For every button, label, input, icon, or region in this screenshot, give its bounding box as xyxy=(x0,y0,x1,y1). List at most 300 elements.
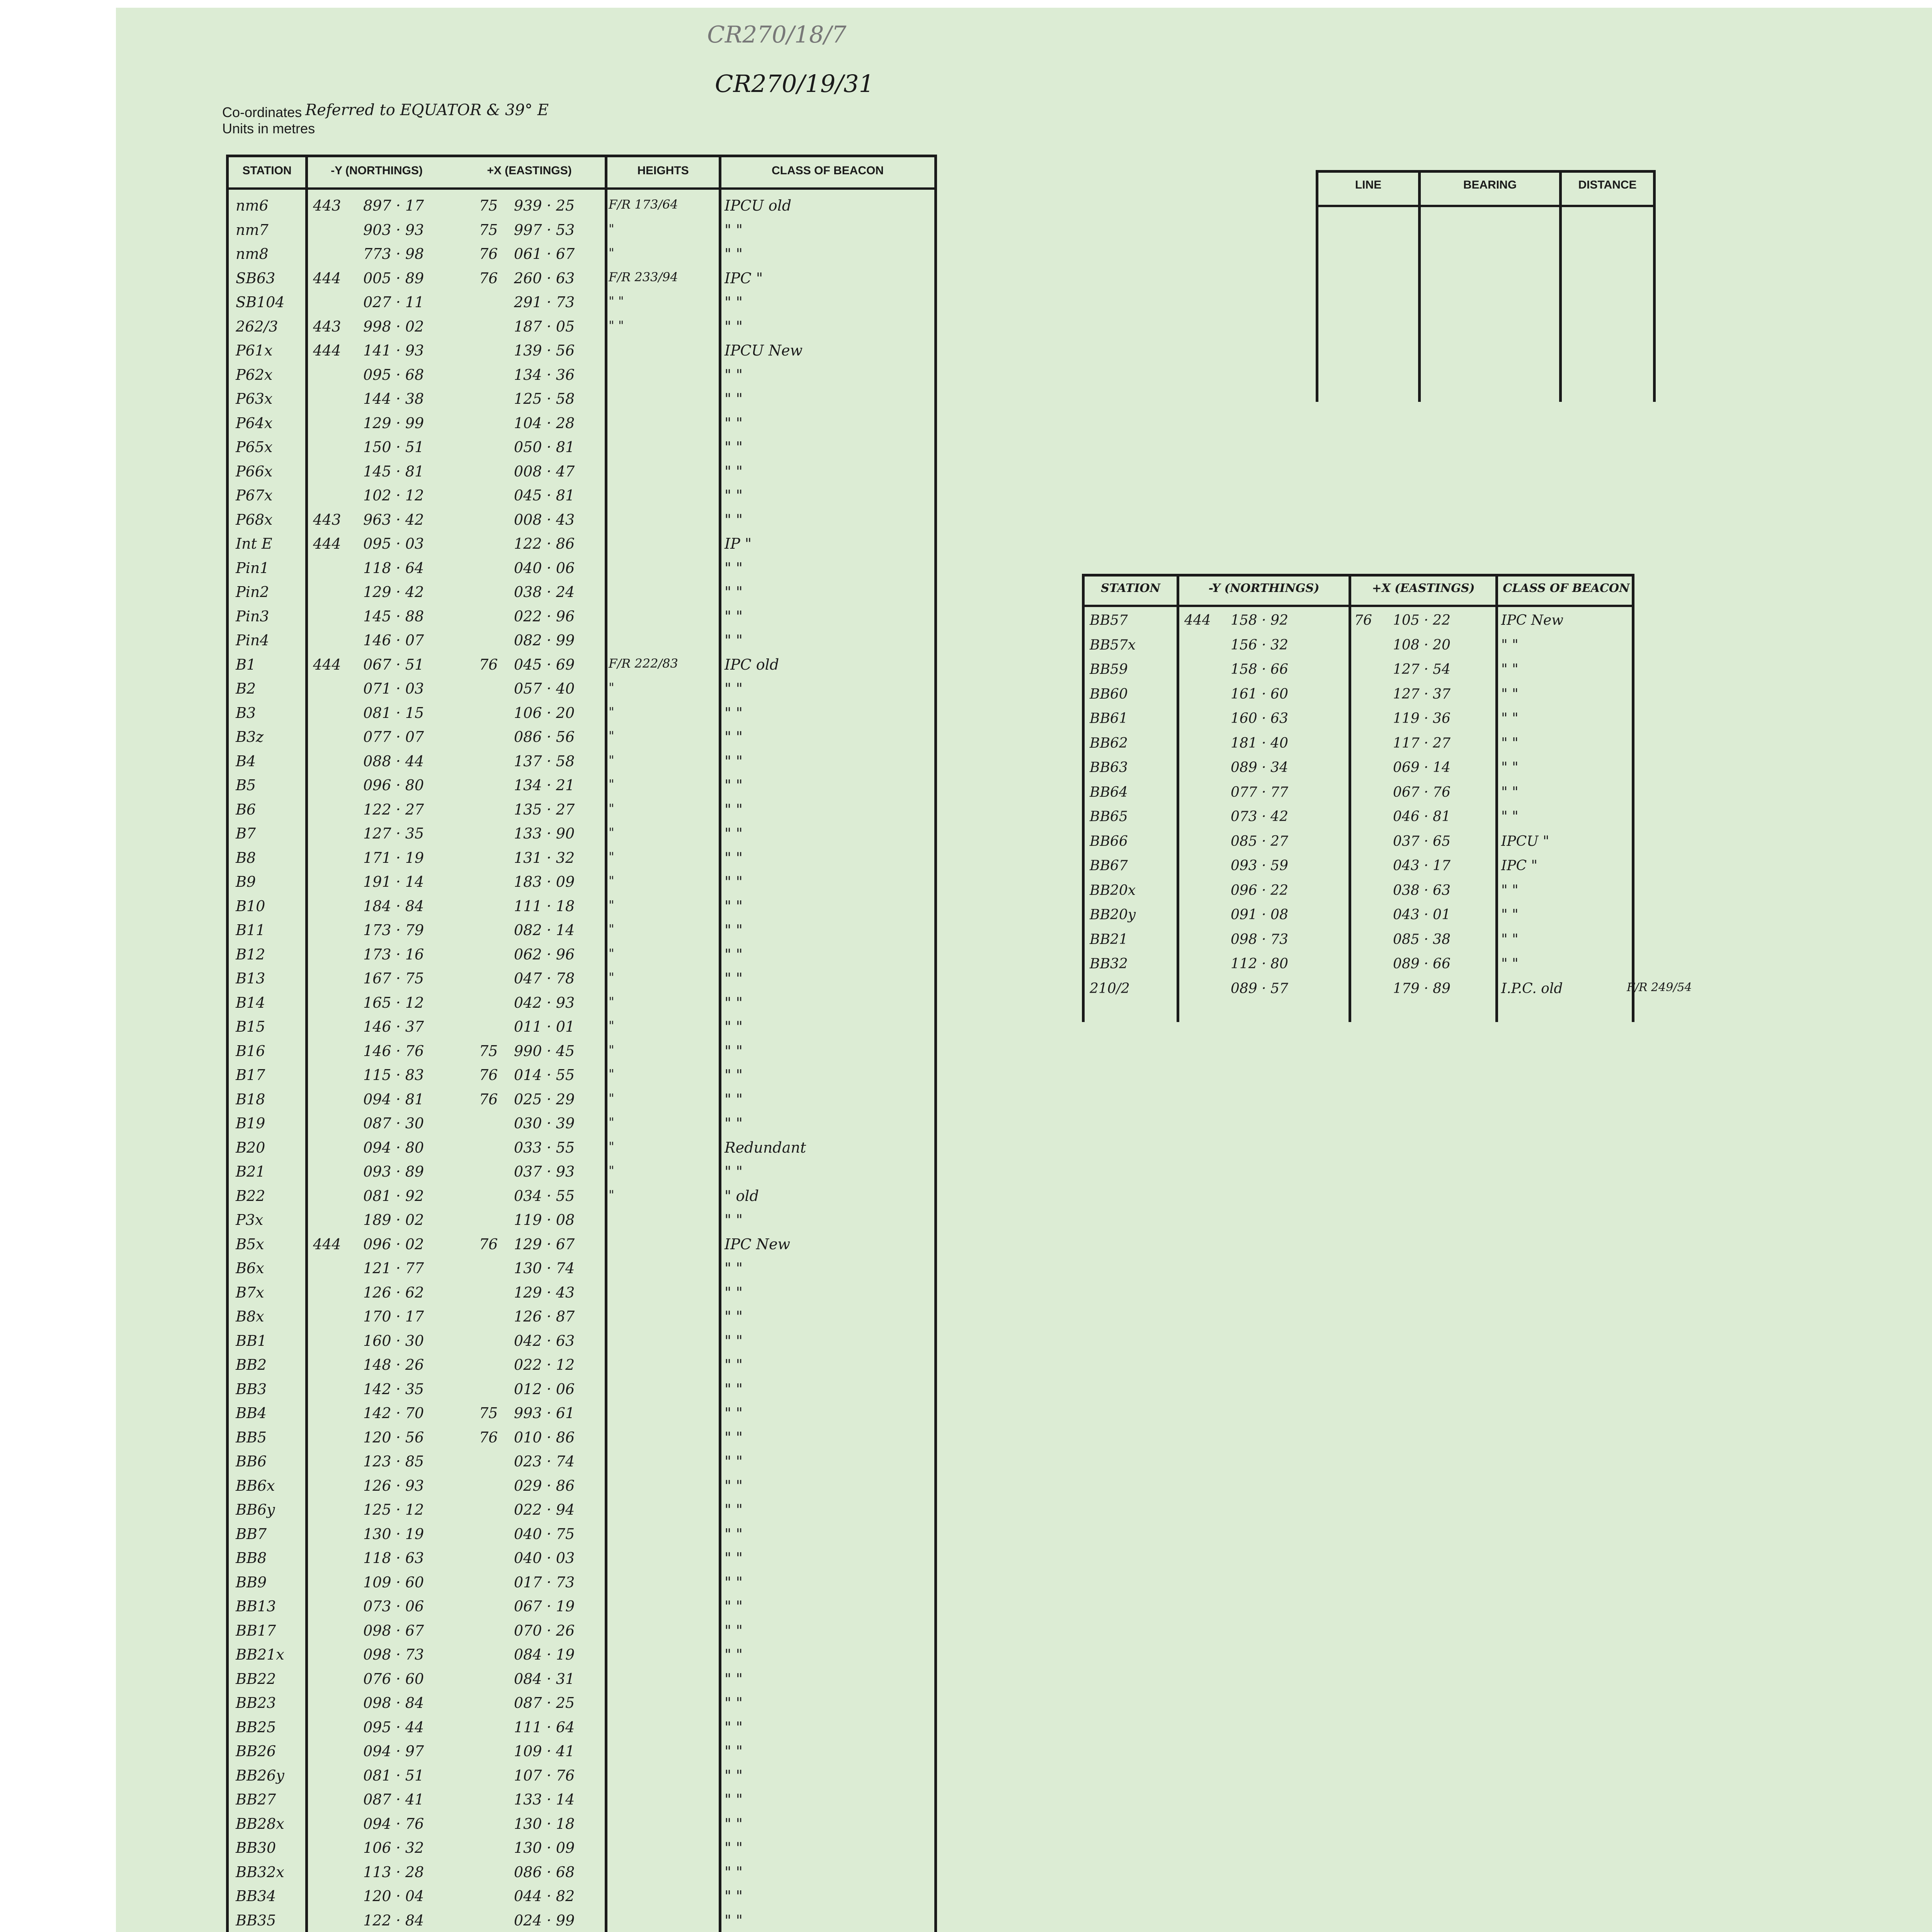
table-row xyxy=(232,922,931,946)
northing-cell: 184 · 84 xyxy=(363,897,424,915)
station-cell: P65x xyxy=(236,439,273,456)
table-row xyxy=(232,825,931,849)
station-cell: SB104 xyxy=(236,294,285,311)
beacon-class-cell: " " xyxy=(724,1888,743,1905)
table-row xyxy=(232,487,931,511)
table-row xyxy=(232,704,931,728)
beacon-class-cell: " " xyxy=(724,873,743,890)
easting-cell: 034 · 55 xyxy=(514,1187,575,1204)
table-row xyxy=(1088,809,1745,834)
table-row xyxy=(232,535,931,559)
easting-cell: 187 · 05 xyxy=(514,318,575,335)
northing-cell: 094 · 76 xyxy=(363,1815,424,1832)
table-row xyxy=(232,1356,931,1380)
easting-cell: 108 · 20 xyxy=(1393,637,1451,653)
station-cell: BB59 xyxy=(1090,662,1128,677)
easting-cell: 122 · 86 xyxy=(514,535,575,552)
beacon-class-cell: " " xyxy=(1501,931,1519,947)
table-row xyxy=(232,439,931,463)
table-row xyxy=(1088,833,1745,859)
beacon-class-cell: " " xyxy=(724,1743,743,1760)
station-cell: B11 xyxy=(236,922,265,939)
beacon-class-cell: IPC " xyxy=(724,269,763,287)
main-header-station: STATION xyxy=(242,164,292,177)
station-cell: BB13 xyxy=(236,1598,276,1615)
northing-cell: 095 · 44 xyxy=(363,1718,424,1736)
beacon-class-cell: " " xyxy=(724,1163,743,1180)
northing-cell: 167 · 75 xyxy=(363,970,424,987)
northing-cell: 081 · 51 xyxy=(363,1767,424,1784)
easting-prefix-cell: 76 xyxy=(479,1066,498,1083)
beacon-class-cell: " " xyxy=(724,825,743,842)
easting-cell: 119 · 36 xyxy=(1393,711,1451,726)
coord-label: Co-ordinates xyxy=(222,104,302,120)
station-cell: BB6x xyxy=(236,1477,275,1494)
table-row xyxy=(1088,612,1745,638)
northing-cell: 120 · 56 xyxy=(363,1429,424,1446)
easting-cell: 037 · 65 xyxy=(1393,833,1451,849)
table-row xyxy=(232,1719,931,1743)
easting-prefix-cell: 75 xyxy=(479,197,498,214)
easting-cell: 133 · 14 xyxy=(514,1791,575,1808)
station-cell: BB9 xyxy=(236,1573,267,1591)
easting-prefix-cell: 75 xyxy=(479,1405,498,1422)
easting-cell: 043 · 17 xyxy=(1393,858,1451,874)
table-row xyxy=(232,1381,931,1405)
northing-cell: 998 · 02 xyxy=(363,318,424,335)
station-cell: BB21x xyxy=(236,1646,284,1663)
station-cell: B6x xyxy=(236,1260,264,1277)
northing-cell: 098 · 67 xyxy=(363,1622,424,1639)
easting-cell: 990 · 45 xyxy=(514,1042,575,1060)
second-header-eastings: +X (EASTINGS) xyxy=(1372,582,1475,595)
easting-cell: 038 · 24 xyxy=(514,583,575,600)
beacon-class-cell: " " xyxy=(724,511,743,528)
northing-prefix-cell: 443 xyxy=(313,197,341,214)
table-row xyxy=(1088,981,1745,1006)
beacon-class-cell: " " xyxy=(1501,956,1519,972)
northing-cell: 963 · 42 xyxy=(363,511,424,528)
easting-cell: 179 · 89 xyxy=(1393,980,1451,997)
height-cell: " xyxy=(609,728,614,743)
table-row xyxy=(232,1091,931,1115)
easting-cell: 025 · 29 xyxy=(514,1090,575,1108)
height-cell: " xyxy=(609,680,614,695)
easting-prefix-cell: 76 xyxy=(479,269,498,287)
northing-prefix-cell: 444 xyxy=(313,535,341,552)
main-header-eastings: +X (EASTINGS) xyxy=(487,164,572,177)
table-row xyxy=(232,1018,931,1042)
table-row xyxy=(1088,907,1745,932)
northing-cell: 095 · 03 xyxy=(363,535,424,552)
table-row xyxy=(1088,956,1745,981)
beacon-class-cell: " " xyxy=(724,390,743,407)
station-cell: B8x xyxy=(236,1308,264,1325)
northing-cell: 123 · 85 xyxy=(363,1453,424,1470)
station-cell: B9 xyxy=(236,873,256,890)
height-cell: F/R 173/64 xyxy=(609,197,678,212)
beacon-class-cell: " " xyxy=(724,221,743,238)
table-row xyxy=(232,1622,931,1646)
station-cell: BB4 xyxy=(236,1405,267,1422)
beacon-class-cell: " " xyxy=(1501,907,1519,923)
easting-cell: 062 · 96 xyxy=(514,946,575,963)
beacon-class-cell: " " xyxy=(724,1598,743,1615)
northing-cell: 094 · 81 xyxy=(363,1090,424,1108)
station-cell: P62x xyxy=(236,366,273,383)
station-cell: BB64 xyxy=(1090,784,1128,800)
units-label: Units in metres xyxy=(222,121,315,136)
beacon-class-cell: " " xyxy=(1501,735,1519,751)
height-cell: " xyxy=(609,1090,614,1105)
northing-cell: 146 · 37 xyxy=(363,1018,424,1035)
table-row xyxy=(232,1767,931,1791)
northing-cell: 118 · 63 xyxy=(363,1549,424,1566)
station-cell: BB3 xyxy=(236,1380,267,1398)
table-row xyxy=(232,849,931,873)
table-row xyxy=(232,511,931,535)
beacon-class-cell: " " xyxy=(724,1453,743,1470)
easting-cell: 082 · 14 xyxy=(514,922,575,939)
table-row xyxy=(232,1912,931,1932)
station-cell: BB26y xyxy=(236,1767,284,1784)
northing-cell: 077 · 07 xyxy=(363,728,424,745)
beacon-class-cell: " " xyxy=(724,1380,743,1398)
table-row xyxy=(232,1549,931,1573)
table-row xyxy=(232,1163,931,1187)
table-row xyxy=(232,970,931,994)
station-cell: B20 xyxy=(236,1139,265,1156)
table-row xyxy=(232,221,931,245)
station-cell: BB1 xyxy=(236,1332,267,1349)
table-row xyxy=(1088,760,1745,785)
northing-cell: 115 · 83 xyxy=(363,1066,424,1083)
northing-cell: 156 · 32 xyxy=(1231,637,1288,653)
table-row xyxy=(232,583,931,607)
station-cell: BB35 xyxy=(236,1912,276,1929)
easting-cell: 125 · 58 xyxy=(514,390,575,407)
beacon-class-cell: IPC New xyxy=(724,1235,790,1253)
easting-cell: 109 · 41 xyxy=(514,1743,575,1760)
station-cell: B12 xyxy=(236,946,265,963)
lbd-header-distance: DISTANCE xyxy=(1578,179,1637,191)
main-header-class: CLASS OF BEACON xyxy=(771,164,884,177)
height-cell: " xyxy=(609,704,614,719)
beacon-class-cell: " " xyxy=(1501,637,1519,653)
station-cell: B4 xyxy=(236,752,256,770)
station-cell: BB61 xyxy=(1090,711,1128,726)
northing-prefix-cell: 444 xyxy=(313,269,341,287)
northing-cell: 081 · 15 xyxy=(363,704,424,721)
station-cell: B10 xyxy=(236,897,265,915)
easting-cell: 082 · 99 xyxy=(514,632,575,649)
station-cell: BB27 xyxy=(236,1791,276,1808)
table-row xyxy=(232,1574,931,1598)
beacon-class-cell: " " xyxy=(1501,711,1519,726)
easting-cell: 129 · 43 xyxy=(514,1284,575,1301)
northing-cell: 165 · 12 xyxy=(363,994,424,1011)
table-row xyxy=(232,342,931,366)
table-row xyxy=(1088,932,1745,957)
easting-prefix-cell: 75 xyxy=(479,221,498,238)
easting-cell: 139 · 56 xyxy=(514,342,575,359)
easting-cell: 010 · 86 xyxy=(514,1429,575,1446)
easting-cell: 040 · 06 xyxy=(514,559,575,577)
northing-cell: 173 · 79 xyxy=(363,922,424,939)
northing-cell: 096 · 22 xyxy=(1231,882,1288,898)
northing-cell: 158 · 92 xyxy=(1231,612,1288,628)
table-row xyxy=(232,946,931,970)
beacon-class-cell: " " xyxy=(724,1622,743,1639)
beacon-class-cell: " " xyxy=(1501,784,1519,800)
beacon-class-cell: " " xyxy=(724,1525,743,1543)
table-row xyxy=(232,1187,931,1211)
height-cell: F/R 233/94 xyxy=(609,269,678,284)
beacon-class-cell: IPCU old xyxy=(724,197,792,214)
northing-cell: 122 · 27 xyxy=(363,801,424,818)
station-cell: Pin3 xyxy=(236,607,269,625)
height-cell: " xyxy=(609,245,614,260)
table-row xyxy=(1088,858,1745,883)
beacon-class-cell: " " xyxy=(724,1429,743,1446)
station-cell: B1 xyxy=(236,656,256,673)
height-cell: " xyxy=(609,849,614,864)
table-row xyxy=(232,873,931,897)
easting-cell: 119 · 08 xyxy=(514,1211,575,1228)
northing-cell: 146 · 07 xyxy=(363,632,424,649)
easting-cell: 008 · 43 xyxy=(514,511,575,528)
station-cell: B22 xyxy=(236,1187,265,1204)
height-cell: " xyxy=(609,1018,614,1033)
station-cell: Pin4 xyxy=(236,632,269,649)
northing-cell: 091 · 08 xyxy=(1231,907,1288,923)
beacon-class-cell: " " xyxy=(724,1332,743,1349)
easting-cell: 939 · 25 xyxy=(514,197,575,214)
easting-cell: 106 · 20 xyxy=(514,704,575,721)
second-header-northings: -Y (NORTHINGS) xyxy=(1208,582,1320,595)
beacon-class-cell: " " xyxy=(724,1767,743,1784)
beacon-class-cell: " " xyxy=(724,752,743,770)
easting-cell: 067 · 76 xyxy=(1393,784,1451,800)
easting-cell: 024 · 99 xyxy=(514,1912,575,1929)
beacon-class-cell: " " xyxy=(724,1090,743,1108)
height-cell: " xyxy=(609,1139,614,1154)
beacon-class-cell: " " xyxy=(724,607,743,625)
station-cell: BB20x xyxy=(1090,882,1136,898)
easting-cell: 037 · 93 xyxy=(514,1163,575,1180)
main-header-heights: HEIGHTS xyxy=(637,164,689,177)
table-row xyxy=(232,753,931,777)
easting-cell: 042 · 63 xyxy=(514,1332,575,1349)
northing-cell: 096 · 80 xyxy=(363,777,424,794)
northing-prefix-cell: 443 xyxy=(313,318,341,335)
northing-cell: 161 · 60 xyxy=(1231,686,1288,702)
easting-cell: 129 · 67 xyxy=(514,1235,575,1253)
station-cell: nm6 xyxy=(236,197,269,214)
table-row xyxy=(232,728,931,752)
table-row xyxy=(232,1453,931,1477)
northing-cell: 093 · 59 xyxy=(1231,858,1288,874)
northing-cell: 094 · 80 xyxy=(363,1139,424,1156)
beacon-class-cell: " " xyxy=(724,1646,743,1663)
beacon-class-cell: IP " xyxy=(724,535,752,552)
northing-cell: 145 · 88 xyxy=(363,607,424,625)
height-cell: " xyxy=(609,897,614,912)
easting-cell: 030 · 39 xyxy=(514,1115,575,1132)
beacon-class-cell: " " xyxy=(724,1549,743,1566)
station-cell: BB20y xyxy=(1090,907,1136,923)
table-row xyxy=(232,777,931,801)
station-cell: B2 xyxy=(236,680,256,697)
northing-cell: 126 · 93 xyxy=(363,1477,424,1494)
top-ref-2: CR270/19/31 xyxy=(715,70,874,98)
easting-cell: 105 · 22 xyxy=(1393,612,1451,628)
table-row xyxy=(232,1526,931,1549)
table-row xyxy=(232,1791,931,1815)
station-cell: P67x xyxy=(236,487,273,504)
easting-cell: 040 · 03 xyxy=(514,1549,575,1566)
beacon-class-cell: " " xyxy=(724,245,743,262)
northing-cell: 145 · 81 xyxy=(363,463,424,480)
easting-cell: 047 · 78 xyxy=(514,970,575,987)
beacon-class-cell: IPCU " xyxy=(1501,833,1549,849)
table-row xyxy=(232,1646,931,1670)
northing-prefix-cell: 444 xyxy=(313,656,341,673)
beacon-class-cell: " " xyxy=(724,463,743,480)
station-cell: BB21 xyxy=(1090,931,1128,947)
beacon-class-cell: " " xyxy=(724,1573,743,1591)
station-cell: 210/2 xyxy=(1090,980,1130,997)
station-cell: 262/3 xyxy=(236,318,278,335)
height-cell: " xyxy=(609,752,614,767)
station-cell: BB67 xyxy=(1090,858,1128,874)
table-row xyxy=(232,390,931,414)
easting-cell: 014 · 55 xyxy=(514,1066,575,1083)
table-row xyxy=(232,294,931,318)
easting-cell: 046 · 81 xyxy=(1393,809,1451,825)
height-cell: " xyxy=(609,221,614,236)
northing-cell: 085 · 27 xyxy=(1231,833,1288,849)
station-cell: BB66 xyxy=(1090,833,1128,849)
easting-cell: 086 · 56 xyxy=(514,728,575,745)
easting-cell: 134 · 21 xyxy=(514,777,575,794)
northing-cell: 027 · 11 xyxy=(363,294,424,311)
beacon-class-cell: " " xyxy=(724,1018,743,1035)
reference-cell: F/R 249/54 xyxy=(1627,980,1692,994)
station-cell: P63x xyxy=(236,390,273,407)
beacon-class-cell: " " xyxy=(724,1694,743,1711)
table-row xyxy=(232,270,931,294)
station-cell: BB28x xyxy=(236,1815,284,1832)
table-row xyxy=(232,1066,931,1090)
table-row xyxy=(232,1815,931,1839)
station-cell: BB32x xyxy=(236,1863,284,1881)
northing-cell: 106 · 32 xyxy=(363,1839,424,1856)
station-cell: BB23 xyxy=(236,1694,276,1711)
easting-cell: 131 · 32 xyxy=(514,849,575,866)
easting-cell: 089 · 66 xyxy=(1393,956,1451,972)
northing-cell: 005 · 89 xyxy=(363,269,424,287)
easting-prefix-cell: 76 xyxy=(479,245,498,262)
northing-cell: 125 · 12 xyxy=(363,1501,424,1518)
beacon-class-cell: " " xyxy=(724,1356,743,1373)
northing-cell: 073 · 42 xyxy=(1231,809,1288,825)
station-cell: B6 xyxy=(236,801,256,818)
beacon-class-cell: " " xyxy=(724,1284,743,1301)
table-row xyxy=(232,994,931,1018)
northing-cell: 141 · 93 xyxy=(363,342,424,359)
beacon-class-cell: " " xyxy=(724,970,743,987)
station-cell: B14 xyxy=(236,994,265,1011)
lbd-header-line: LINE xyxy=(1355,179,1382,191)
easting-cell: 130 · 18 xyxy=(514,1815,575,1832)
beacon-class-cell: Redundant xyxy=(724,1139,806,1156)
northing-cell: 071 · 03 xyxy=(363,680,424,697)
northing-cell: 109 · 60 xyxy=(363,1573,424,1591)
northing-cell: 129 · 99 xyxy=(363,414,424,432)
table-row xyxy=(232,1211,931,1235)
easting-cell: 038 · 63 xyxy=(1393,882,1451,898)
beacon-class-cell: " " xyxy=(1501,662,1519,677)
table-row xyxy=(232,898,931,922)
table-row xyxy=(232,1743,931,1767)
beacon-class-cell: " " xyxy=(724,1839,743,1856)
table-row xyxy=(232,318,931,342)
station-cell: BB2 xyxy=(236,1356,267,1373)
station-cell: P66x xyxy=(236,463,273,480)
table-row xyxy=(232,608,931,632)
easting-cell: 011 · 01 xyxy=(514,1018,575,1035)
second-header-station: STATION xyxy=(1101,582,1160,595)
height-cell: " xyxy=(609,1187,614,1202)
station-cell: B17 xyxy=(236,1066,265,1083)
beacon-class-cell: " " xyxy=(724,1501,743,1518)
beacon-class-cell: " " xyxy=(724,801,743,818)
beacon-class-cell: " " xyxy=(724,728,743,745)
station-cell: BB30 xyxy=(236,1839,276,1856)
height-cell: " xyxy=(609,801,614,816)
easting-cell: 137 · 58 xyxy=(514,752,575,770)
northing-cell: 087 · 30 xyxy=(363,1115,424,1132)
easting-cell: 086 · 68 xyxy=(514,1863,575,1881)
easting-cell: 022 · 96 xyxy=(514,607,575,625)
beacon-class-cell: " " xyxy=(724,439,743,456)
northing-cell: 094 · 97 xyxy=(363,1743,424,1760)
station-cell: BB63 xyxy=(1090,760,1128,776)
table-row xyxy=(232,1405,931,1429)
table-row xyxy=(232,1043,931,1066)
table-row xyxy=(232,1139,931,1163)
easting-cell: 111 · 64 xyxy=(514,1718,575,1736)
station-cell: BB62 xyxy=(1090,735,1128,751)
station-cell: BB7 xyxy=(236,1525,267,1543)
table-row xyxy=(232,1332,931,1356)
table-row xyxy=(232,656,931,680)
table-row xyxy=(232,1864,931,1888)
table-row xyxy=(1088,711,1745,736)
station-cell: BB6 xyxy=(236,1453,267,1470)
easting-cell: 134 · 36 xyxy=(514,366,575,383)
station-cell: B15 xyxy=(236,1018,265,1035)
easting-prefix-cell: 76 xyxy=(479,1235,498,1253)
easting-prefix-cell: 76 xyxy=(479,1429,498,1446)
easting-cell: 084 · 31 xyxy=(514,1670,575,1687)
station-cell: SB63 xyxy=(236,269,276,287)
easting-cell: 107 · 76 xyxy=(514,1767,575,1784)
station-cell: B7 xyxy=(236,825,256,842)
beacon-class-cell: " " xyxy=(724,294,743,311)
height-cell: " xyxy=(609,1042,614,1057)
